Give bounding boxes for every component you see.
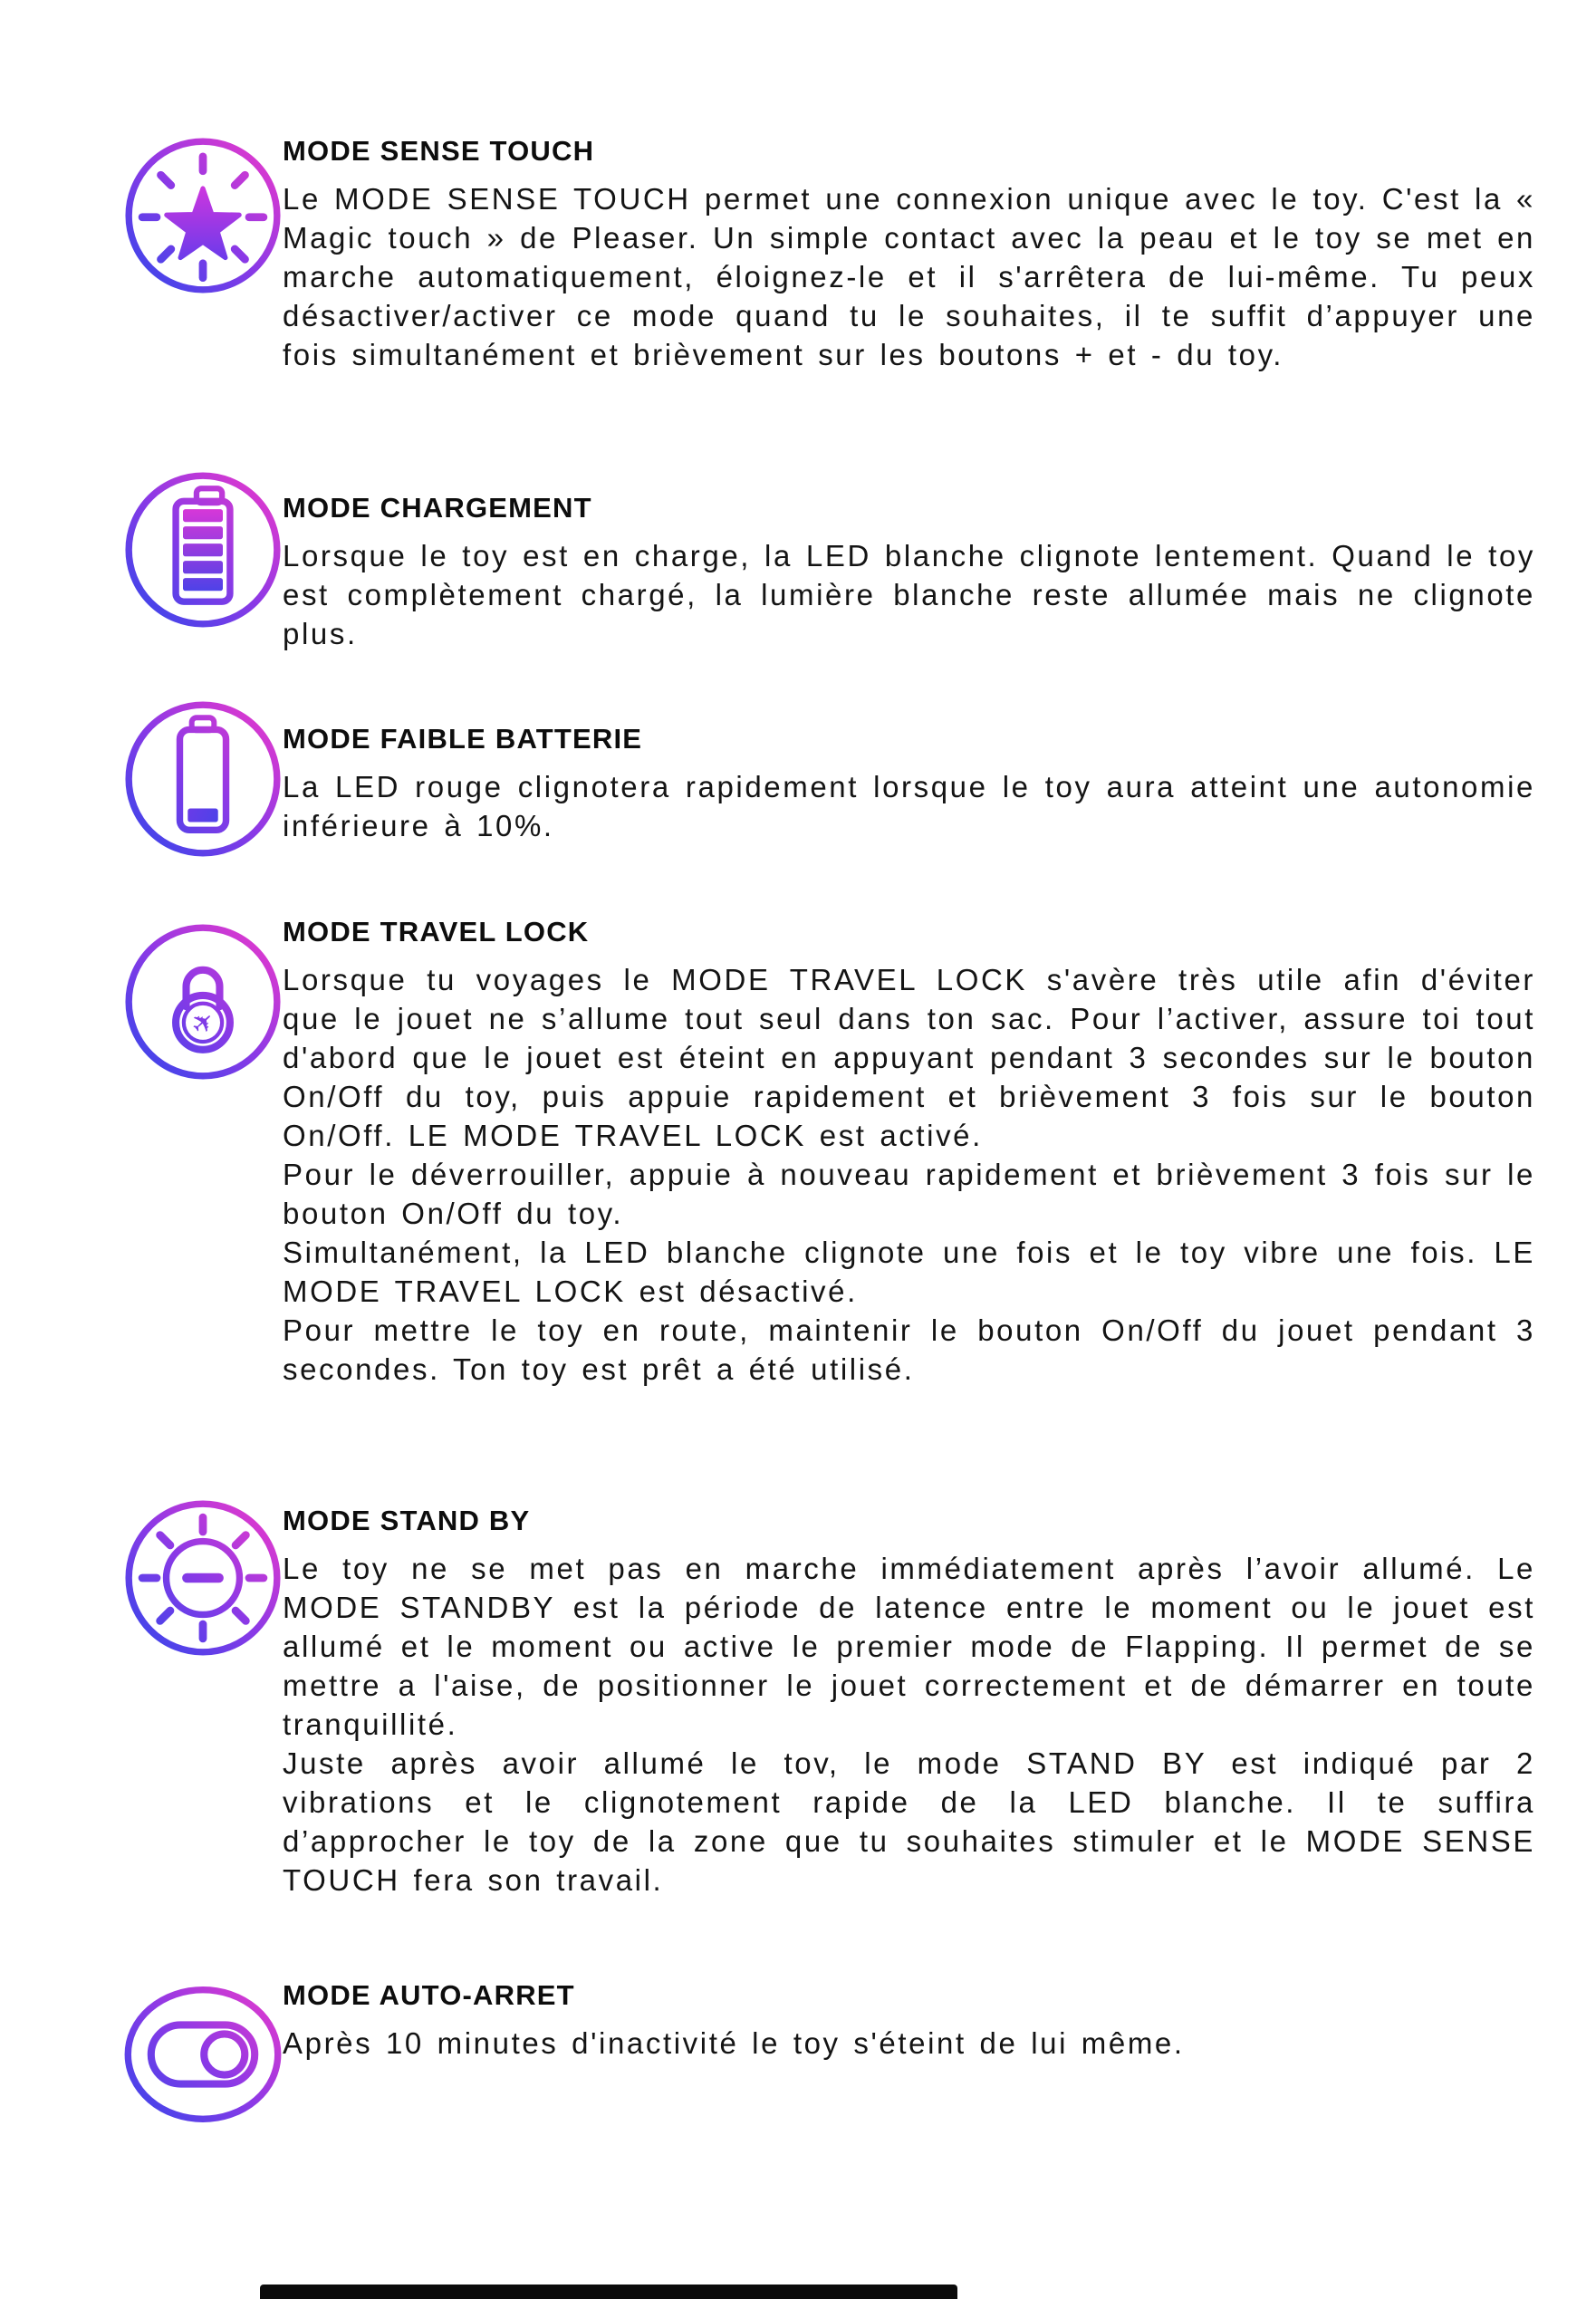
airplane-icon: ✈ [184,1004,223,1044]
section-title: MODE SENSE TOUCH [283,135,595,167]
icon-column [123,1502,283,1658]
toggle-switch-icon [123,1975,283,2134]
section-mode-chargement [0,489,1535,653]
section-paragraph: Le toy ne se met pas en marche immédiatement après l’avoir allumé. Le MODE STANDBY est la période de latence entre le moment ou le jouet est allumé et le moment ou active le premier mode de Flapping. Il permet de se mettre a l'aise, de positionner le jouet correctement et de démarrer en toute tranquillité. [283,1552,1535,1741]
battery-low-icon [123,699,283,859]
icon-column [123,913,283,1082]
footer-bar [260,2285,957,2299]
icon-column [123,720,283,859]
section-paragraph: Juste après avoir allumé le tov, le mode STAND BY est indiqué par 2 vibrations et le clignotement rapide de la LED blanche. Il te suffira d’approcher le toy de la zone que tu souhaites stimuler et le MODE SENSE TOUCH fera son travail. [283,1746,1535,1897]
section-title: MODE CHARGEMENT [283,492,592,524]
battery-charging-icon [123,470,283,630]
section-paragraph: La LED rouge clignotera rapidement lorsque le toy aura atteint une autonomie inférieure à 10%. [283,770,1535,842]
section-paragraph: Pour mettre le toy en route, maintenir le bouton On/Off du jouet pendant 3 secondes. Ton toy est prêt a été utilisé. [283,1313,1535,1386]
section-mode-sense-touch [0,132,1535,374]
section-title: MODE STAND BY [283,1505,531,1536]
section-paragraph: Lorsque le toy est en charge, la LED blanche clignote lentement. Quand le toy est complètement chargé, la lumière blanche reste allumée mais ne clignote plus. [283,539,1535,650]
section-mode-stand-by [0,1502,1535,1900]
section-paragraph: Le MODE SENSE TOUCH permet une connexion unique avec le toy. C'est la « Magic touch » de Pleaser. Un simple contact avec la peau et le toy se met en marche automatiquement, éloignez-le et il s'arrêtera de lui-même. Tu peux désactiver/activer ce mode quand tu le souhaites, il te suffit d’appuyer une fois simultanément et brièvement sur les boutons + et - du toy. [283,182,1535,371]
section-paragraph: Après 10 minutes d'inactivité le toy s'éteint de lui même. [283,2026,1185,2060]
section-title: MODE TRAVEL LOCK [283,916,590,947]
star-burst-icon [123,136,283,295]
icon-column [123,1977,283,2134]
section-title: MODE FAIBLE BATTERIE [283,723,643,755]
section-mode-faible-batterie [0,720,1535,859]
section-paragraph: Lorsque tu voyages le MODE TRAVEL LOCK s'avère très utile afin d'éviter que le jouet ne s’allume tout seul dans ton sac. Pour l’activer, assure toi tout d'abord que le jouet est éteint en appuyant pendant 3 secondes sur le bouton On/Off du toy, puis appuie rapidement et brièvement 3 fois sur le bouton On/Off. LE MODE TRAVEL LOCK est activé. [283,963,1535,1152]
section-paragraph: Pour le déverrouiller, appuie à nouveau rapidement et brièvement 3 fois sur le bouton On/Off du toy. [283,1158,1535,1230]
icon-column [123,489,283,630]
travel-lock-icon [123,922,283,1082]
section-paragraph: Simultanément, la LED blanche clignote une fois et le toy vibre une fois. LE MODE TRAVEL LOCK est désactivé. [283,1236,1535,1308]
section-mode-auto-arret [0,1977,1535,2134]
icon-column [123,132,283,295]
standby-dial-icon [123,1498,283,1658]
section-title: MODE AUTO-ARRET [283,1979,575,2011]
section-mode-travel-lock [0,913,1535,1389]
